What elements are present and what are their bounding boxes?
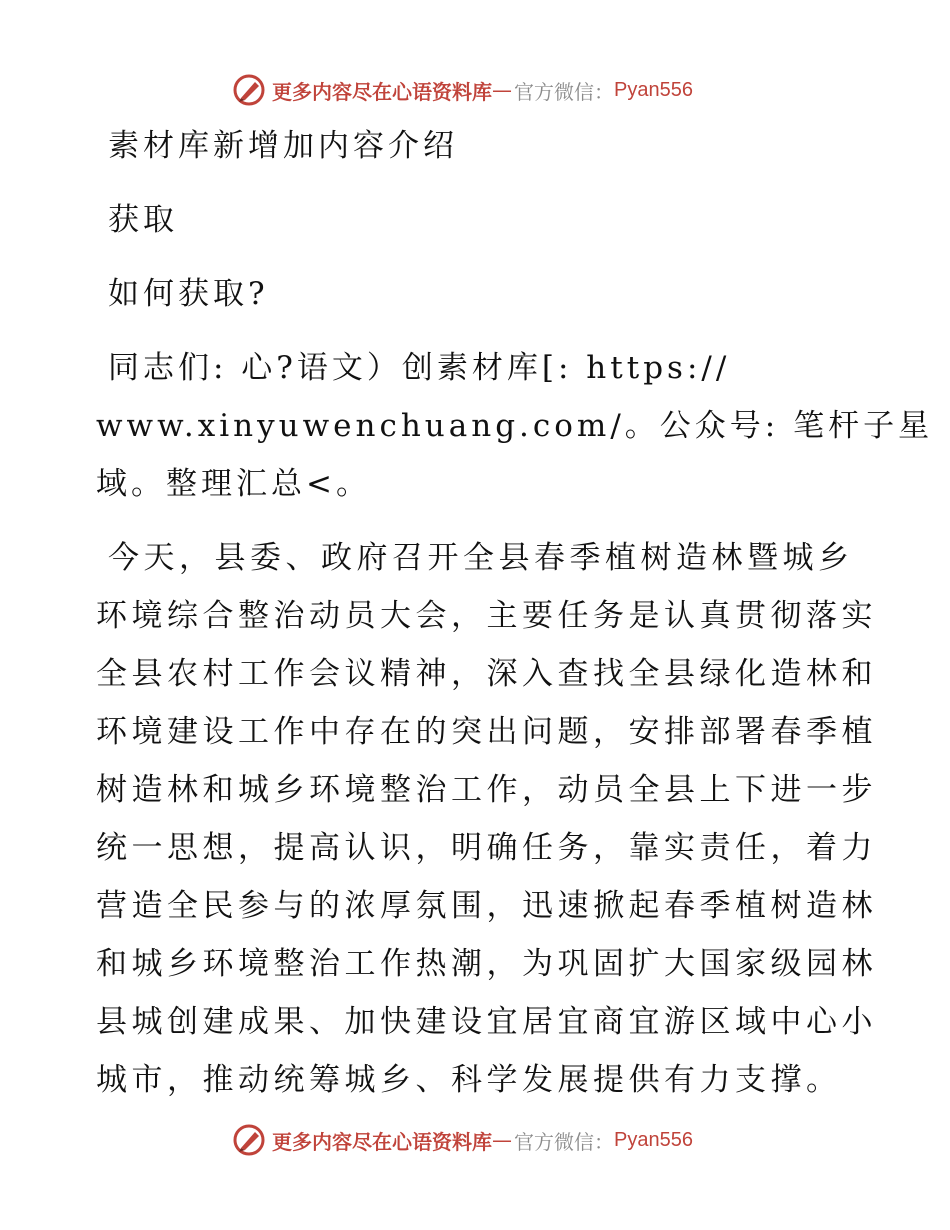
intro-line: 同志们: 心?语文）创素材库[: https:// xyxy=(108,350,731,386)
banner-wechat-label: 官方微信： xyxy=(514,1129,614,1154)
banner-main-text: 更多内容尽在心语资料库 xyxy=(272,1129,492,1154)
doc-how-question: 如何获取? xyxy=(108,276,269,312)
body-line: 环境建设工作中存在的突出问题，安排部署春季植 xyxy=(96,714,877,750)
banner-wechat-handle: Pyan556 xyxy=(614,1128,693,1151)
doc-heading: 素材库新增加内容介绍 xyxy=(108,128,458,164)
doc-get-label: 获取 xyxy=(108,202,178,238)
banner-main-text: 更多内容尽在心语资料库 xyxy=(272,79,492,104)
body-line: 环境综合整治动员大会，主要任务是认真贯彻落实 xyxy=(96,598,877,634)
body-line: 统一思想，提高认识，明确任务，靠实责任，着力 xyxy=(96,830,877,866)
header-watermark-banner xyxy=(232,70,693,110)
pen-logo-icon xyxy=(232,1123,266,1157)
intro-line: www.xinyuwenchuang.com/。公众号: 笔杆子星 xyxy=(96,408,934,444)
body-line: 全县农村工作会议精神，深入查找全县绿化造林和 xyxy=(96,656,877,692)
banner-dash: — xyxy=(492,78,512,102)
body-line: 和城乡环境整治工作热潮，为巩固扩大国家级园林 xyxy=(96,946,877,982)
intro-line: 域。整理汇总<。 xyxy=(96,466,371,502)
body-line: 树造林和城乡环境整治工作，动员全县上下进一步 xyxy=(96,772,877,808)
body-line: 县城创建成果、加快建设宜居宜商宜游区域中心小 xyxy=(96,1004,877,1040)
banner-wechat-handle: Pyan556 xyxy=(614,78,693,101)
body-line: 城市，推动统筹城乡、科学发展提供有力支撑。 xyxy=(96,1062,842,1098)
pen-logo-icon xyxy=(232,73,266,107)
banner-dash: — xyxy=(492,1128,512,1152)
body-line: 今天，县委、政府召开全县春季植树造林暨城乡 xyxy=(108,540,854,576)
body-line: 营造全民参与的浓厚氛围，迅速掀起春季植树造林 xyxy=(96,888,877,924)
banner-wechat-label: 官方微信： xyxy=(514,79,614,104)
footer-watermark-banner xyxy=(232,1120,693,1160)
